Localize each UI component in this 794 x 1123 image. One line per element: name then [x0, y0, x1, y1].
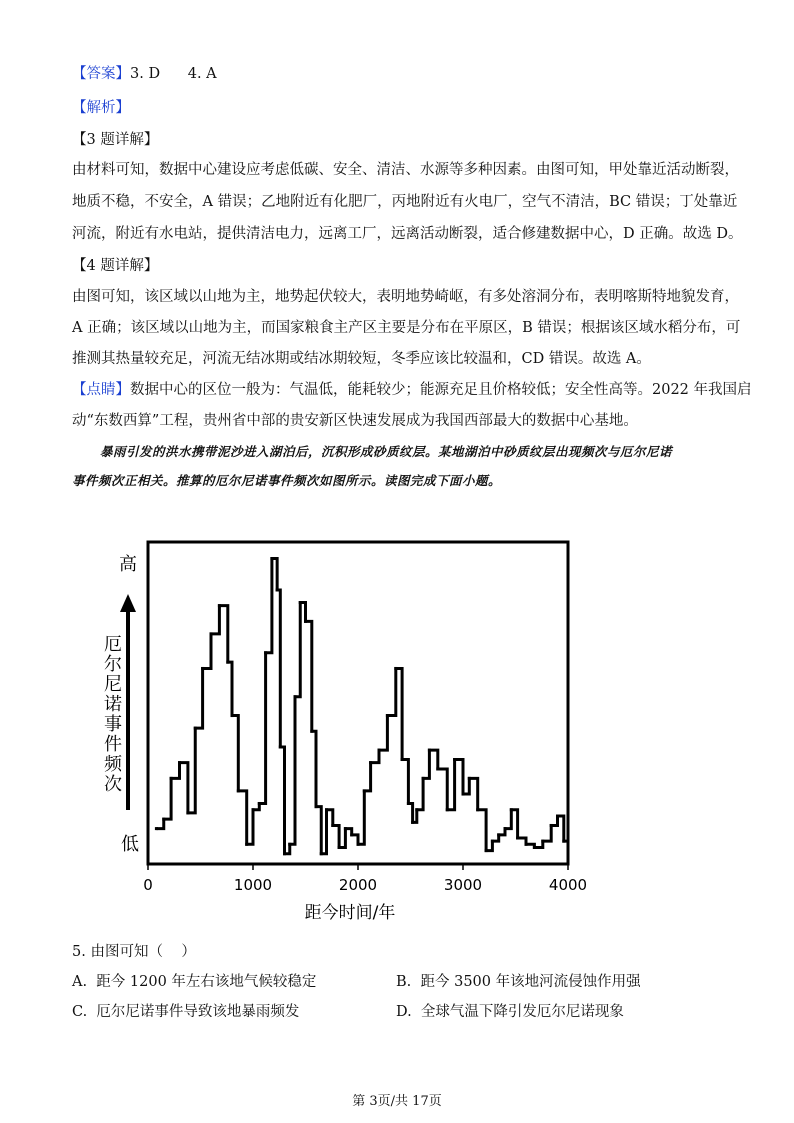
data-point — [407, 802, 410, 805]
data-point — [299, 601, 302, 604]
x-axis-label: 距今时间/年 — [304, 903, 396, 923]
data-point — [310, 730, 313, 733]
data-point — [510, 808, 513, 811]
data-point — [304, 620, 307, 623]
q3-line-3: 河流，附近有水电站，提供清洁电力，远离工厂，远离活动断裂，适合修建数据中心，D 正确。故选 D。 — [72, 226, 743, 242]
data-point — [320, 852, 323, 855]
data-point — [428, 749, 431, 752]
y-arrow-head — [120, 594, 136, 612]
data-point — [562, 840, 565, 843]
data-point — [350, 833, 353, 836]
tip-line-2: 动“东数西算”工程，贵州省中部的贵安新区快速发展成为我国西部最大的数据中心基地。 — [72, 413, 638, 429]
data-point — [264, 651, 267, 654]
y-high-label: 高 — [119, 554, 137, 575]
q3-line-2: 地质不稳，不安全，A 错误；乙地附近有化肥厂，丙地附近有火电厂，空气不清洁，BC 错误；丁处靠近 — [72, 194, 738, 210]
y-axis-label-char: 尼 — [104, 674, 122, 695]
chart-frame — [148, 542, 568, 864]
data-point — [338, 846, 341, 849]
data-point — [468, 777, 471, 780]
data-point — [525, 843, 528, 846]
tip-tag: 【点睛】 — [72, 382, 130, 398]
data-point — [516, 837, 519, 840]
y-axis-label-char: 频 — [104, 754, 122, 775]
x-tick-label: 2000 — [338, 876, 378, 894]
data-point — [550, 824, 553, 827]
data-point — [476, 808, 479, 811]
data-point — [245, 843, 248, 846]
data-point — [288, 843, 291, 846]
y-axis-label-char: 尔 — [104, 654, 122, 675]
data-point — [446, 808, 449, 811]
data-point — [567, 852, 570, 855]
q4-line-1: 由图可知，该区域以山地为主，地势起伏较大，表明地势崎岖，有多处溶洞分布，表明喀斯特地貌发育， — [72, 289, 739, 305]
data-point — [270, 557, 273, 560]
data-point — [155, 827, 158, 830]
intro-line-2: 事件频次正相关。推算的厄尔尼诺事件频次如图所示。读图完成下面小题。 — [72, 473, 502, 488]
data-point — [294, 695, 297, 698]
data-point — [491, 840, 494, 843]
data-point — [162, 818, 165, 821]
data-point — [325, 808, 328, 811]
data-point — [231, 714, 234, 717]
data-point — [226, 661, 229, 664]
data-point — [363, 789, 366, 792]
data-point — [401, 758, 404, 761]
data-point — [369, 761, 372, 764]
el-nino-series-line — [156, 559, 568, 854]
y-axis-label-char: 次 — [104, 774, 122, 795]
data-point — [386, 714, 389, 717]
x-tick-label: 0 — [143, 876, 153, 894]
data-point — [533, 846, 536, 849]
data-point — [194, 727, 197, 730]
data-point — [415, 808, 418, 811]
data-point — [357, 843, 360, 846]
option-c[interactable]: C. 厄尔尼诺事件导致该地暴雨频发 — [72, 1004, 300, 1020]
data-point — [378, 749, 381, 752]
data-point — [453, 758, 456, 761]
data-point — [497, 833, 500, 836]
data-point — [462, 793, 465, 796]
x-tick-label: 3000 — [443, 876, 483, 894]
data-point — [210, 632, 213, 635]
data-point — [218, 604, 221, 607]
data-point — [276, 588, 279, 591]
y-axis-label-char: 事 — [104, 714, 122, 735]
data-point — [201, 667, 204, 670]
data-point — [283, 852, 286, 855]
tip-line-1 — [72, 380, 752, 400]
data-point — [186, 811, 189, 814]
x-tick-label: 4000 — [548, 876, 588, 894]
page-footer: 第 3页/共 17页 — [352, 1094, 442, 1109]
data-point — [252, 808, 255, 811]
data-point — [436, 767, 439, 770]
data-point — [258, 802, 261, 805]
q4-line-2: A 正确；该区域以山地为主，而国家粮食主产区主要是分布在平原区，B 错误；根据该区域水稻分布，可 — [72, 320, 741, 336]
data-point — [279, 745, 282, 748]
data-point — [394, 667, 397, 670]
q3-line-1: 由材料可知，数据中心建设应考虑低碳、安全、清洁、水源等多种因素。由图可知，甲处靠近活动断裂， — [72, 162, 739, 178]
y-axis-label-char: 厄 — [104, 634, 122, 655]
q4-line-3: 推测其热量较充足，河流无结冰期或结冰期较短，冬季应该比较温和，CD 错误。故选 A。 — [72, 351, 651, 367]
y-axis-label-char: 件 — [104, 734, 122, 755]
x-tick-label: 1000 — [233, 876, 273, 894]
data-point — [178, 761, 181, 764]
y-low-label: 低 — [121, 834, 139, 855]
data-point — [541, 840, 544, 843]
option-d[interactable]: D. 全球气温下降引发厄尔尼诺现象 — [396, 1004, 624, 1020]
data-point — [504, 827, 507, 830]
answer-text: 3. D 4. A — [130, 66, 217, 82]
data-point — [422, 777, 425, 780]
data-point — [485, 849, 488, 852]
data-point — [237, 789, 240, 792]
option-b[interactable]: B. 距今 3500 年该地河流侵蚀作用强 — [396, 974, 641, 990]
intro-line-1: 暴雨引发的洪水携带泥沙进入湖泊后，沉积形成砂质纹层。某地湖泊中砂质纹层出现频次与厄尔尼诺 — [100, 444, 673, 459]
q4-heading: 【4 题详解】 — [72, 258, 159, 274]
q3-heading: 【3 题详解】 — [72, 132, 159, 148]
data-point — [556, 815, 559, 818]
analysis-tag: 【解析】 — [72, 100, 130, 116]
tip-text-1: 数据中心的区位一般为：气温低，能耗较少；能源充足且价格较低；安全性高等。2022 年我国启 — [130, 382, 752, 398]
data-point — [411, 821, 414, 824]
option-a[interactable]: A. 距今 1200 年左右该地气候较稳定 — [72, 974, 317, 990]
y-axis-label — [104, 634, 123, 795]
answer-tag: 【答案】 — [72, 66, 130, 82]
data-point — [331, 824, 334, 827]
answer-line — [72, 64, 217, 84]
data-point — [344, 827, 347, 830]
question5-stem: 5. 由图可知（ ） — [72, 944, 196, 960]
data-point — [170, 777, 173, 780]
el-nino-frequency-chart — [90, 530, 610, 930]
y-axis-label-char: 诺 — [104, 694, 122, 715]
data-point — [315, 805, 318, 808]
